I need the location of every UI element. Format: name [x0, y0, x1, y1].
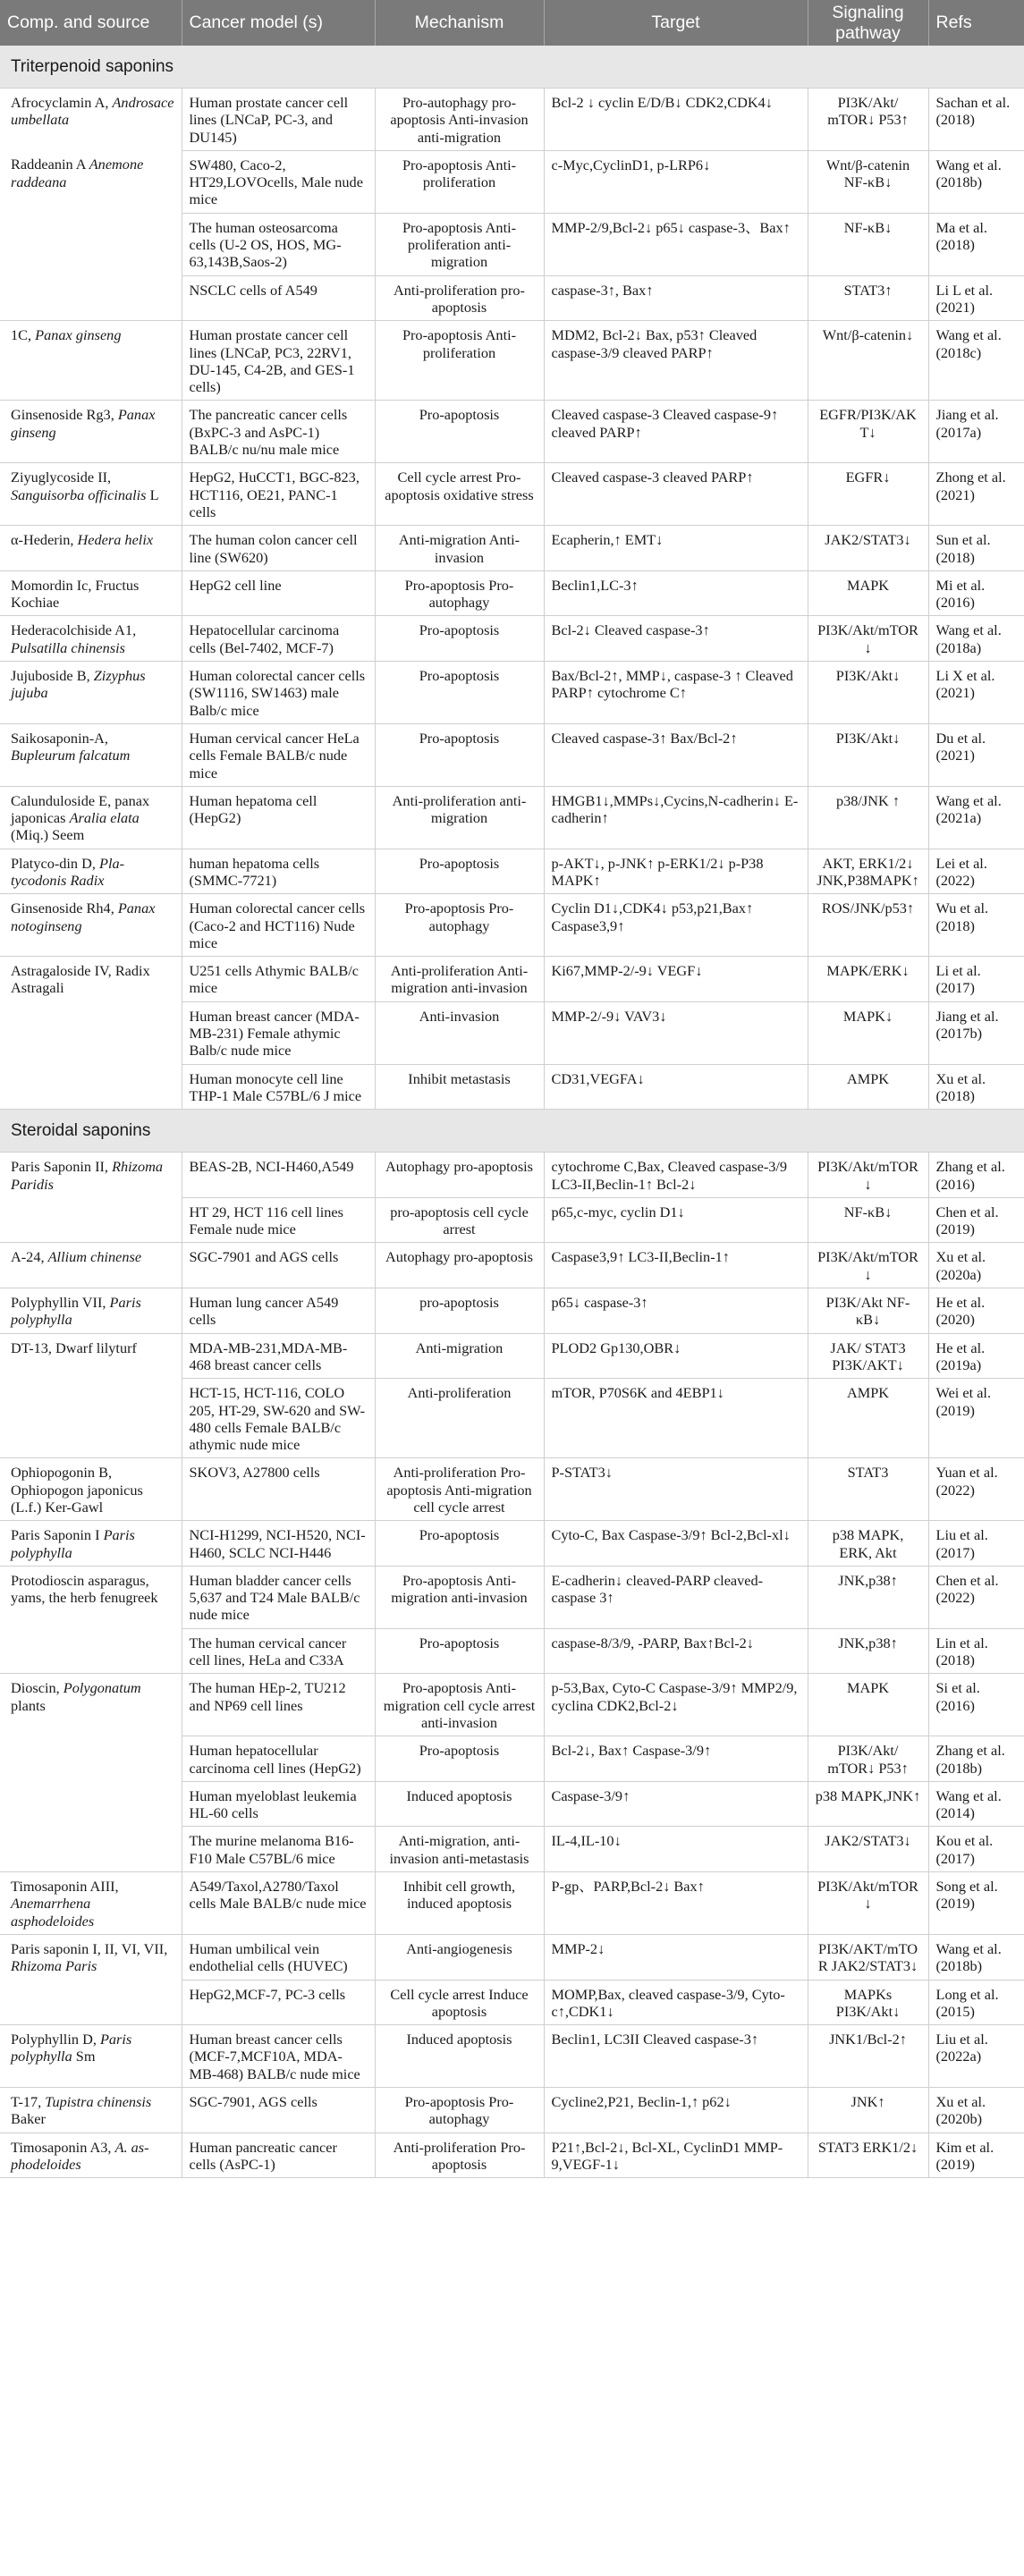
cancer-model-cell: Human prostate cancer cell lines (LNCaP, PC3, 22RV1, DU-145, C4-2B, and GES-1 cells)	[182, 321, 375, 401]
source-cell: Protodioscin asparagus, yams, the herb fenugreek	[0, 1566, 182, 1628]
source-cell: Timosaponin A3, A. as-phodeloides	[0, 2133, 182, 2178]
table-row	[0, 1197, 1024, 1243]
signaling-pathway-cell: PI3K/Akt/ mTOR↓ P53↑	[808, 1736, 928, 1782]
refs-cell: Zhang et al. (2016)	[928, 1153, 1024, 1198]
table-header-row	[0, 0, 1024, 46]
target-cell: Beclin1,LC-3↑	[544, 570, 808, 616]
target-cell: CD31,VEGFA↓	[544, 1064, 808, 1110]
target-cell: MMP-2↓	[544, 1934, 808, 1980]
source-cell: Momordin Ic, Fructus Kochiae	[0, 570, 182, 616]
target-cell: MDM2, Bcl-2↓ Bax, p53↑ Cleaved caspase-3/9 cleaved PARP↑	[544, 321, 808, 401]
signaling-pathway-cell: JAK2/STAT3↓	[808, 1827, 928, 1872]
mechanism-cell: Cell cycle arrest Induce apoptosis	[375, 1980, 544, 2025]
source-cell: Jujuboside B, Zizyphus jujuba	[0, 662, 182, 724]
mechanism-cell: Anti-migration	[375, 1333, 544, 1379]
source-cell: Hederacolchiside A1, Pulsatilla chinensis	[0, 616, 182, 662]
target-cell: Bcl-2↓ Cleaved caspase-3↑	[544, 616, 808, 662]
section-title: Triterpenoid saponins	[0, 46, 1024, 89]
mechanism-cell: Induced apoptosis	[375, 2025, 544, 2088]
signaling-pathway-cell: AMPK	[808, 1064, 928, 1110]
cancer-model-cell: A549/Taxol,A2780/Taxol cells Male BALB/c nude mice	[182, 1872, 375, 1935]
signaling-pathway-cell: JAK/ STAT3 PI3K/AKT↓	[808, 1333, 928, 1379]
refs-cell: Du et al. (2021)	[928, 723, 1024, 786]
signaling-pathway-cell: AKT, ERK1/2↓ JNK,P38MAPK↑	[808, 849, 928, 894]
target-cell: P-gp、PARP,Bcl-2↓ Bax↑	[544, 1872, 808, 1935]
table-row	[0, 1827, 1024, 1872]
signaling-pathway-cell: NF-κB↓	[808, 213, 928, 275]
cancer-model-cell: The pancreatic cancer cells (BxPC-3 and AsPC-1) BALB/c nu/nu male mice	[182, 401, 375, 463]
mechanism-cell: Pro-apoptosis Pro-autophagy	[375, 2088, 544, 2133]
mechanism-cell: Pro-apoptosis Anti-migration anti-invasion	[375, 1566, 544, 1628]
table-row	[0, 2088, 1024, 2133]
table-row	[0, 463, 1024, 526]
refs-cell: Wu et al. (2018)	[928, 894, 1024, 957]
target-cell: Cycline2,P21, Beclin-1,↑ p62↓	[544, 2088, 808, 2133]
signaling-pathway-cell: JNK,p38↑	[808, 1566, 928, 1628]
cancer-model-cell: HCT-15, HCT-116, COLO 205, HT-29, SW-620 and SW-480 cells Female BALB/c athymic nude mice	[182, 1379, 375, 1458]
source-cell: DT-13, Dwarf lilyturf	[0, 1333, 182, 1379]
table-row	[0, 1243, 1024, 1288]
cancer-model-cell: Human cervical cancer HeLa cells Female BALB/c nude mice	[182, 723, 375, 786]
section-header-row	[0, 46, 1024, 89]
source-cell	[0, 1628, 182, 1674]
cancer-model-cell: U251 cells Athymic BALB/c mice	[182, 957, 375, 1002]
target-cell: p65↓ caspase-3↑	[544, 1288, 808, 1334]
refs-cell: Yuan et al. (2022)	[928, 1458, 1024, 1521]
mechanism-cell: Autophagy pro-apoptosis	[375, 1243, 544, 1288]
target-cell: P-STAT3↓	[544, 1458, 808, 1521]
target-cell: Caspase-3/9↑	[544, 1781, 808, 1827]
target-cell: mTOR, P70S6K and 4EBP1↓	[544, 1379, 808, 1458]
cancer-model-cell: SGC-7901 and AGS cells	[182, 1243, 375, 1288]
refs-cell: Liu et al. (2017)	[928, 1521, 1024, 1567]
signaling-pathway-cell: PI3K/Akt/ mTOR↓ P53↑	[808, 89, 928, 151]
target-cell: MMP-2/9,Bcl-2↓ p65↓ caspase-3、Bax↑	[544, 213, 808, 275]
cancer-model-cell: HepG2 cell line	[182, 570, 375, 616]
cancer-model-cell: HepG2, HuCCT1, BGC-823, HCT116, OE21, PANC-1 cells	[182, 463, 375, 526]
signaling-pathway-cell: JNK↑	[808, 2088, 928, 2133]
header-cell: Cancer model (s)	[182, 0, 375, 46]
refs-cell: He et al. (2020)	[928, 1288, 1024, 1334]
signaling-pathway-cell: PI3K/Akt↓	[808, 723, 928, 786]
cancer-model-cell: Hepatocellular carcinoma cells (Bel-7402, MCF-7)	[182, 616, 375, 662]
mechanism-cell: Pro-apoptosis	[375, 1736, 544, 1782]
source-cell: Dioscin, Polygonatum plants	[0, 1674, 182, 1736]
signaling-pathway-cell: Wnt/β-catenin↓	[808, 321, 928, 401]
mechanism-cell: Pro-apoptosis	[375, 662, 544, 724]
target-cell: Ki67,MMP-2/-9↓ VEGF↓	[544, 957, 808, 1002]
refs-cell: Si et al. (2016)	[928, 1674, 1024, 1736]
source-cell: 1C, Panax ginseng	[0, 321, 182, 401]
mechanism-cell: Pro-apoptosis Pro-autophagy	[375, 894, 544, 957]
source-cell: Paris saponin I, II, VI, VII, Rhizoma Paris	[0, 1934, 182, 1980]
refs-cell: Zhang et al. (2018b)	[928, 1736, 1024, 1782]
signaling-pathway-cell: MAPK↓	[808, 1001, 928, 1064]
signaling-pathway-cell: PI3K/AKT/mTOR JAK2/STAT3↓	[808, 1934, 928, 1980]
source-cell: Calunduloside E, panax japonicas Aralia elata (Miq.) Seem	[0, 786, 182, 849]
table-row	[0, 1566, 1024, 1628]
source-cell: Ginsenoside Rg3, Panax ginseng	[0, 401, 182, 463]
cancer-model-cell: Human breast cancer cells (MCF-7,MCF10A, MDA-MB-468) BALB/c nude mice	[182, 2025, 375, 2088]
table-row	[0, 526, 1024, 571]
target-cell: caspase-8/3/9, -PARP, Bax↑Bcl-2↓	[544, 1628, 808, 1674]
target-cell: Bcl-2↓, Bax↑ Caspase-3/9↑	[544, 1736, 808, 1782]
table-row	[0, 1980, 1024, 2025]
signaling-pathway-cell: PI3K/Akt/mTOR↓	[808, 616, 928, 662]
table-row	[0, 1872, 1024, 1935]
refs-cell: Liu et al. (2022a)	[928, 2025, 1024, 2088]
table-row	[0, 723, 1024, 786]
refs-cell: Xu et al. (2018)	[928, 1064, 1024, 1110]
mechanism-cell: Pro-apoptosis Anti-proliferation	[375, 321, 544, 401]
cancer-model-cell: Human pancreatic cancer cells (AsPC-1)	[182, 2133, 375, 2178]
signaling-pathway-cell: EGFR↓	[808, 463, 928, 526]
header-cell: Comp. and source	[0, 0, 182, 46]
refs-cell: Lin et al. (2018)	[928, 1628, 1024, 1674]
header-cell: Signaling pathway	[808, 0, 928, 46]
cancer-model-cell: Human monocyte cell line THP-1 Male C57BL/6 J mice	[182, 1064, 375, 1110]
cancer-model-cell: The human cervical cancer cell lines, HeLa and C33A	[182, 1628, 375, 1674]
table-row	[0, 2025, 1024, 2088]
table-row	[0, 662, 1024, 724]
mechanism-cell: Cell cycle arrest Pro-apoptosis oxidative stress	[375, 463, 544, 526]
target-cell: E-cadherin↓ cleaved-PARP cleaved-caspase 3↑	[544, 1566, 808, 1628]
refs-cell: Kou et al. (2017)	[928, 1827, 1024, 1872]
refs-cell: Mi et al. (2016)	[928, 570, 1024, 616]
signaling-pathway-cell: MAPK	[808, 1674, 928, 1736]
table-row	[0, 2133, 1024, 2178]
mechanism-cell: Anti-proliferation Pro-apoptosis	[375, 2133, 544, 2178]
signaling-pathway-cell: ROS/JNK/p53↑	[808, 894, 928, 957]
mechanism-cell: Anti-migration, anti-invasion anti-metastasis	[375, 1827, 544, 1872]
table-row	[0, 570, 1024, 616]
mechanism-cell: Pro-apoptosis Pro-autophagy	[375, 570, 544, 616]
table-row	[0, 1064, 1024, 1110]
target-cell: PLOD2 Gp130,OBR↓	[544, 1333, 808, 1379]
source-cell: Timosaponin AIII, Anemarrhena asphodeloides	[0, 1872, 182, 1935]
target-cell: Beclin1, LC3II Cleaved caspase-3↑	[544, 2025, 808, 2088]
target-cell: c-Myc,CyclinD1, p-LRP6↓	[544, 150, 808, 213]
refs-cell: Li et al. (2017)	[928, 957, 1024, 1002]
refs-cell: Wang et al. (2021a)	[928, 786, 1024, 849]
mechanism-cell: Anti-proliferation	[375, 1379, 544, 1458]
mechanism-cell: pro-apoptosis	[375, 1288, 544, 1334]
target-cell: Cleaved caspase-3↑ Bax/Bcl-2↑	[544, 723, 808, 786]
table-row	[0, 1736, 1024, 1782]
refs-cell: Wang et al. (2018b)	[928, 150, 1024, 213]
cancer-model-cell: HepG2,MCF-7, PC-3 cells	[182, 1980, 375, 2025]
target-cell: MOMP,Bax, cleaved caspase-3/9, Cyto-c↑,CDK1↓	[544, 1980, 808, 2025]
signaling-pathway-cell: p38/JNK ↑	[808, 786, 928, 849]
signaling-pathway-cell: PI3K/Akt/mTOR↓	[808, 1153, 928, 1198]
mechanism-cell: Pro-apoptosis	[375, 616, 544, 662]
source-cell: Raddeanin A Anemone raddeana	[0, 150, 182, 213]
target-cell: HMGB1↓,MMPs↓,Cycins,N-cadherin↓ E-cadherin↑	[544, 786, 808, 849]
mechanism-cell: Pro-apoptosis Anti-proliferation	[375, 150, 544, 213]
refs-cell: Chen et al. (2022)	[928, 1566, 1024, 1628]
refs-cell: Wei et al. (2019)	[928, 1379, 1024, 1458]
refs-cell: Zhong et al. (2021)	[928, 463, 1024, 526]
source-cell: Platyco-din D, Pla-tycodonis Radix	[0, 849, 182, 894]
source-cell	[0, 1781, 182, 1827]
source-cell: Saikosaponin-A, Bupleurum falcatum	[0, 723, 182, 786]
signaling-pathway-cell: PI3K/Akt NF-κB↓	[808, 1288, 928, 1334]
mechanism-cell: Autophagy pro-apoptosis	[375, 1153, 544, 1198]
refs-cell: He et al. (2019a)	[928, 1333, 1024, 1379]
cancer-model-cell: SKOV3, A27800 cells	[182, 1458, 375, 1521]
table-row	[0, 1153, 1024, 1198]
refs-cell: Lei et al. (2022)	[928, 849, 1024, 894]
table-row	[0, 1333, 1024, 1379]
cancer-model-cell: Human colorectal cancer cells (Caco-2 and HCT116) Nude mice	[182, 894, 375, 957]
target-cell: p-53,Bax, Cyto-C Caspase-3/9↑ MMP2/9, cyclina CDK2,Bcl-2↓	[544, 1674, 808, 1736]
table-row	[0, 957, 1024, 1002]
target-cell: Caspase3,9↑ LC3-II,Beclin-1↑	[544, 1243, 808, 1288]
table-row	[0, 1379, 1024, 1458]
signaling-pathway-cell: PI3K/Akt/mTOR↓	[808, 1243, 928, 1288]
table-row	[0, 616, 1024, 662]
source-cell	[0, 1064, 182, 1110]
cancer-model-cell: SW480, Caco-2, HT29,LOVOcells, Male nude mice	[182, 150, 375, 213]
refs-cell: Jiang et al. (2017b)	[928, 1001, 1024, 1064]
refs-cell: Xu et al. (2020a)	[928, 1243, 1024, 1288]
cancer-model-cell: BEAS-2B, NCI-H460,A549	[182, 1153, 375, 1198]
target-cell: Bcl-2 ↓ cyclin E/D/B↓ CDK2,CDK4↓	[544, 89, 808, 151]
signaling-pathway-cell: MAPK	[808, 570, 928, 616]
mechanism-cell: Anti-proliferation Anti-migration anti-invasion	[375, 957, 544, 1002]
signaling-pathway-cell: JNK,p38↑	[808, 1628, 928, 1674]
table-row	[0, 321, 1024, 401]
refs-cell: Long et al. (2015)	[928, 1980, 1024, 2025]
signaling-pathway-cell: JNK1/Bcl-2↑	[808, 2025, 928, 2088]
table-row	[0, 894, 1024, 957]
cancer-model-cell: SGC-7901, AGS cells	[182, 2088, 375, 2133]
mechanism-cell: Pro-autophagy pro-apoptosis Anti-invasion anti-migration	[375, 89, 544, 151]
table-row	[0, 1001, 1024, 1064]
refs-cell: Li X et al. (2021)	[928, 662, 1024, 724]
target-cell: p65,c-myc, cyclin D1↓	[544, 1197, 808, 1243]
signaling-pathway-cell: NF-κB↓	[808, 1197, 928, 1243]
mechanism-cell: Inhibit metastasis	[375, 1064, 544, 1110]
refs-cell: Ma et al. (2018)	[928, 213, 1024, 275]
source-cell	[0, 1001, 182, 1064]
refs-cell: Li L et al. (2021)	[928, 275, 1024, 321]
source-cell: Paris Saponin I Paris polyphylla	[0, 1521, 182, 1567]
source-cell: A-24, Allium chinense	[0, 1243, 182, 1288]
signaling-pathway-cell: PI3K/Akt/mTOR↓	[808, 1872, 928, 1935]
cancer-model-cell: Human lung cancer A549 cells	[182, 1288, 375, 1334]
mechanism-cell: Induced apoptosis	[375, 1781, 544, 1827]
signaling-pathway-cell: MAPKs PI3K/Akt↓	[808, 1980, 928, 2025]
source-cell	[0, 213, 182, 275]
source-cell: Polyphyllin VII, Paris polyphylla	[0, 1288, 182, 1334]
source-cell: Astragaloside IV, Radix Astragali	[0, 957, 182, 1002]
cancer-model-cell: Human hepatocellular carcinoma cell lines (HepG2)	[182, 1736, 375, 1782]
section-title: Steroidal saponins	[0, 1110, 1024, 1153]
signaling-pathway-cell: p38 MAPK, ERK, Akt	[808, 1521, 928, 1567]
target-cell: Cyclin D1↓,CDK4↓ p53,p21,Bax↑ Caspase3,9↑	[544, 894, 808, 957]
cancer-model-cell: The human colon cancer cell line (SW620)	[182, 526, 375, 571]
cancer-model-cell: Human prostate cancer cell lines (LNCaP, PC-3, and DU145)	[182, 89, 375, 151]
cancer-model-cell: MDA-MB-231,MDA-MB-468 breast cancer cells	[182, 1333, 375, 1379]
refs-cell: Song et al. (2019)	[928, 1872, 1024, 1935]
source-cell	[0, 1379, 182, 1458]
cancer-model-cell: HT 29, HCT 116 cell lines Female nude mice	[182, 1197, 375, 1243]
cancer-model-cell: The murine melanoma B16-F10 Male C57BL/6 mice	[182, 1827, 375, 1872]
mechanism-cell: Pro-apoptosis Anti-migration cell cycle arrest anti-invasion	[375, 1674, 544, 1736]
refs-cell: Sachan et al. (2018)	[928, 89, 1024, 151]
refs-cell: Jiang et al. (2017a)	[928, 401, 1024, 463]
mechanism-cell: pro-apoptosis cell cycle arrest	[375, 1197, 544, 1243]
signaling-pathway-cell: JAK2/STAT3↓	[808, 526, 928, 571]
target-cell: Cleaved caspase-3 Cleaved caspase-9↑ cleaved PARP↑	[544, 401, 808, 463]
refs-cell: Kim et al. (2019)	[928, 2133, 1024, 2178]
refs-cell: Wang et al. (2014)	[928, 1781, 1024, 1827]
mechanism-cell: Anti-proliferation anti-migration	[375, 786, 544, 849]
section-header-row	[0, 1110, 1024, 1153]
mechanism-cell: Pro-apoptosis	[375, 723, 544, 786]
header-cell: Mechanism	[375, 0, 544, 46]
cancer-model-cell: human hepatoma cells (SMMC-7721)	[182, 849, 375, 894]
mechanism-cell: Anti-invasion	[375, 1001, 544, 1064]
target-cell: Cyto-C, Bax Caspase-3/9↑ Bcl-2,Bcl-xl↓	[544, 1521, 808, 1567]
table-row	[0, 849, 1024, 894]
signaling-pathway-cell: STAT3 ERK1/2↓	[808, 2133, 928, 2178]
source-cell: T-17, Tupistra chinensis Baker	[0, 2088, 182, 2133]
mechanism-cell: Anti-angiogenesis	[375, 1934, 544, 1980]
table-row	[0, 275, 1024, 321]
refs-cell: Sun et al. (2018)	[928, 526, 1024, 571]
table-row	[0, 150, 1024, 213]
cancer-model-cell: The human HEp-2, TU212 and NP69 cell lines	[182, 1674, 375, 1736]
source-cell	[0, 1827, 182, 1872]
target-cell: IL-4,IL-10↓	[544, 1827, 808, 1872]
table-row	[0, 401, 1024, 463]
target-cell: Ecapherin,↑ EMT↓	[544, 526, 808, 571]
source-cell: Afrocyclamin A, Androsace umbellata	[0, 89, 182, 151]
table-row	[0, 1781, 1024, 1827]
signaling-pathway-cell: EGFR/PI3K/AKT↓	[808, 401, 928, 463]
signaling-pathway-cell: STAT3	[808, 1458, 928, 1521]
cancer-model-cell: NCI-H1299, NCI-H520, NCI-H460, SCLC NCI-H446	[182, 1521, 375, 1567]
cancer-model-cell: Human colorectal cancer cells (SW1116, SW1463) male Balb/c mice	[182, 662, 375, 724]
table-row	[0, 1458, 1024, 1521]
mechanism-cell: Inhibit cell growth, induced apoptosis	[375, 1872, 544, 1935]
source-cell: Paris Saponin II, Rhizoma Paridis	[0, 1153, 182, 1198]
source-cell: α-Hederin, Hedera helix	[0, 526, 182, 571]
source-cell	[0, 1980, 182, 2025]
cancer-model-cell: Human myeloblast leukemia HL-60 cells	[182, 1781, 375, 1827]
source-cell	[0, 1197, 182, 1243]
refs-cell: Wang et al. (2018b)	[928, 1934, 1024, 1980]
cancer-model-cell: The human osteosarcoma cells (U-2 OS, HOS, MG-63,143B,Saos-2)	[182, 213, 375, 275]
mechanism-cell: Pro-apoptosis Anti-proliferation anti-migration	[375, 213, 544, 275]
signaling-pathway-cell: STAT3↑	[808, 275, 928, 321]
cancer-model-cell: Human breast cancer (MDA-MB-231) Female athymic Balb/c nude mice	[182, 1001, 375, 1064]
source-cell: Ziyuglycoside II, Sanguisorba officinalis L	[0, 463, 182, 526]
table-row	[0, 213, 1024, 275]
refs-cell: Wang et al. (2018a)	[928, 616, 1024, 662]
mechanism-cell: Pro-apoptosis	[375, 849, 544, 894]
table-row	[0, 89, 1024, 151]
source-cell: Polyphyllin D, Paris polyphylla Sm	[0, 2025, 182, 2088]
target-cell: cytochrome C,Bax, Cleaved caspase-3/9 LC3-II,Beclin-1↑ Bcl-2↓	[544, 1153, 808, 1198]
target-cell: Bax/Bcl-2↑, MMP↓, caspase-3 ↑ Cleaved PARP↑ cytochrome C↑	[544, 662, 808, 724]
cancer-model-cell: Human hepatoma cell (HepG2)	[182, 786, 375, 849]
cancer-model-cell: NSCLC cells of A549	[182, 275, 375, 321]
table-row	[0, 1934, 1024, 1980]
signaling-pathway-cell: Wnt/β-catenin NF-κB↓	[808, 150, 928, 213]
target-cell: MMP-2/-9↓ VAV3↓	[544, 1001, 808, 1064]
mechanism-cell: Pro-apoptosis	[375, 1521, 544, 1567]
source-cell	[0, 275, 182, 321]
signaling-pathway-cell: MAPK/ERK↓	[808, 957, 928, 1002]
header-cell: Target	[544, 0, 808, 46]
mechanism-cell: Anti-proliferation pro-apoptosis	[375, 275, 544, 321]
target-cell: Cleaved caspase-3 cleaved PARP↑	[544, 463, 808, 526]
mechanism-cell: Anti-migration Anti-invasion	[375, 526, 544, 571]
table-row	[0, 1521, 1024, 1567]
target-cell: P21↑,Bcl-2↓, Bcl-XL, CyclinD1 MMP-9,VEGF-1↓	[544, 2133, 808, 2178]
refs-cell: Wang et al. (2018c)	[928, 321, 1024, 401]
table-row	[0, 1288, 1024, 1334]
cancer-model-cell: Human umbilical vein endothelial cells (HUVEC)	[182, 1934, 375, 1980]
cancer-model-cell: Human bladder cancer cells 5,637 and T24 Male BALB/c nude mice	[182, 1566, 375, 1628]
mechanism-cell: Anti-proliferation Pro-apoptosis Anti-migration cell cycle arrest	[375, 1458, 544, 1521]
table-row	[0, 786, 1024, 849]
mechanism-cell: Pro-apoptosis	[375, 401, 544, 463]
mechanism-cell: Pro-apoptosis	[375, 1628, 544, 1674]
table-row	[0, 1674, 1024, 1736]
signaling-pathway-cell: AMPK	[808, 1379, 928, 1458]
source-cell: Ophiopogonin B, Ophiopogon japonicus (L.f.) Ker-Gawl	[0, 1458, 182, 1521]
refs-cell: Chen et al. (2019)	[928, 1197, 1024, 1243]
signaling-pathway-cell: p38 MAPK,JNK↑	[808, 1781, 928, 1827]
target-cell: p-AKT↓, p-JNK↑ p-ERK1/2↓ p-P38 MAPK↑	[544, 849, 808, 894]
source-cell	[0, 1736, 182, 1782]
target-cell: caspase-3↑, Bax↑	[544, 275, 808, 321]
source-cell: Ginsenoside Rh4, Panax notoginseng	[0, 894, 182, 957]
table-row	[0, 1628, 1024, 1674]
refs-cell: Xu et al. (2020b)	[928, 2088, 1024, 2133]
header-cell: Refs	[928, 0, 1024, 46]
signaling-pathway-cell: PI3K/Akt↓	[808, 662, 928, 724]
